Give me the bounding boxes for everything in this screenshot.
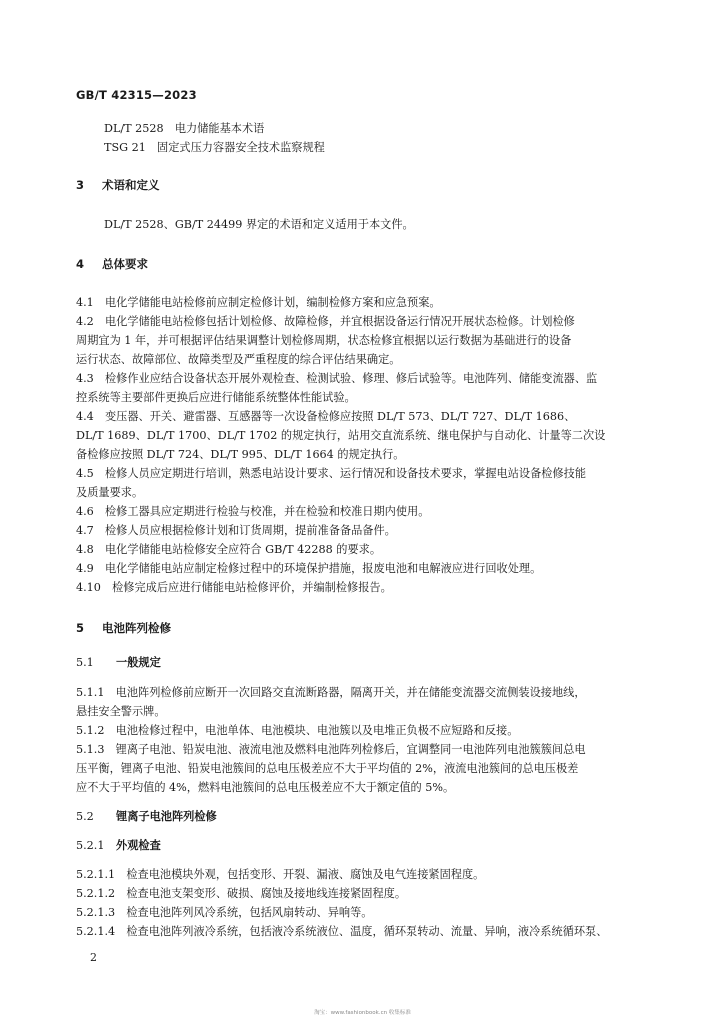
text-line: 5.2.1.4 检查电池阵列液冷系统，包括液冷系统液位、温度，循环泵转动、流量、异响，液冷系统循环泵、 xyxy=(76,925,608,938)
ref-item: DL/T 2528 电力储能基本术语 xyxy=(104,122,265,135)
text-line: 4.6 检修工器具应定期进行检验与校准，并在检验和校准日期内使用。 xyxy=(76,505,430,518)
ref-item: TSG 21 固定式压力容器安全技术监察规程 xyxy=(104,141,325,154)
document-header: GB/T 42315—2023 xyxy=(76,88,197,102)
subsection-number: 5.2 xyxy=(76,810,94,823)
text-line: 4.9 电化学储能电站应制定检修过程中的环境保护措施，报废电池和电解液应进行回收处理。 xyxy=(76,562,542,575)
text-line: 5.2.1.1 检查电池模块外观，包括变形、开裂、漏液、腐蚀及电气连接紧固程度。 xyxy=(76,868,485,881)
text-line: 4.10 检修完成后应进行储能电站检修评价，并编制检修报告。 xyxy=(76,581,392,594)
text-line: 控系统等主要部件更换后应进行储能系统整体性能试验。 xyxy=(76,391,356,404)
text-line: 4.7 检修人员应根据检修计划和订货周期，提前准备备品备件。 xyxy=(76,524,396,537)
text-line: 4.5 检修人员应定期进行培训，熟悉电站设计要求、运行情况和设备技术要求，掌握电站设备检修技能 xyxy=(76,467,587,480)
subsection-title: 锂离子电池阵列检修 xyxy=(116,810,217,823)
footer-watermark: 淘宝：www.fashionbook.cn 收集标准 xyxy=(314,1010,411,1016)
page-number: 2 xyxy=(90,951,97,964)
section-heading xyxy=(76,178,160,192)
subsection-number: 5.2.1 xyxy=(76,839,105,852)
text-line: 及质量要求。 xyxy=(76,486,144,499)
text-line: 运行状态、故障部位、故障类型及严重程度的综合评估结果确定。 xyxy=(76,353,401,366)
text-line: 4.3 检修作业应结合设备状态开展外观检查、检测试验、修理、修后试验等。电池阵列、储能变流器、监 xyxy=(76,372,598,385)
text-line: 悬挂安全警示牌。 xyxy=(76,705,166,718)
text-line: 应不大于平均值的 4%，燃料电池簇间的总电压极差应不大于额定值的 5%。 xyxy=(76,781,455,794)
subsection-heading xyxy=(76,810,217,824)
section-number: 5 xyxy=(76,621,85,635)
section-number: 4 xyxy=(76,257,85,271)
section-title: 术语和定义 xyxy=(102,178,160,192)
text-line: DL/T 1689、DL/T 1700、DL/T 1702 的规定执行，站用交直流系统、继电保护与自动化、计量等二次设 xyxy=(76,429,606,442)
subsection-title: 外观检查 xyxy=(116,839,161,852)
text-line: 周期宜为 1 年，并可根据评估结果调整计划检修周期，状态检修宜根据以运行数据为基础进行的设备 xyxy=(76,334,572,347)
section-heading xyxy=(76,257,148,271)
text-line: 4.8 电化学储能电站检修安全应符合 GB/T 42288 的要求。 xyxy=(76,543,382,556)
text-line: 4.2 电化学储能电站检修包括计划检修、故障检修，并宜根据设备运行情况开展状态检修。计划检修 xyxy=(76,315,575,328)
text-line: 4.4 变压器、开关、避雷器、互感器等一次设备检修应按照 DL/T 573、DL/T 727、DL/T 1686、 xyxy=(76,410,576,423)
subsection-heading xyxy=(76,656,161,670)
paragraph: DL/T 2528、GB/T 24499 界定的术语和定义适用于本文件。 xyxy=(104,218,414,231)
section-number: 3 xyxy=(76,178,85,192)
section-title: 电池阵列检修 xyxy=(102,621,171,635)
text-line: 5.1.3 锂离子电池、铅炭电池、液流电池及燃料电池阵列检修后，宜调整同一电池阵列电池簇簇间总电 xyxy=(76,743,586,756)
text-line: 5.1.1 电池阵列检修前应断开一次回路交直流断路器，隔离开关，并在储能变流器交流侧装设接地线， xyxy=(76,686,586,699)
subsection-title: 一般规定 xyxy=(116,656,161,669)
text-line: 4.1 电化学储能电站检修前应制定检修计划，编制检修方案和应急预案。 xyxy=(76,296,441,309)
text-line: 压平衡，锂离子电池、铅炭电池簇间的总电压极差应不大于平均值的 2%，液流电池簇间的总电压极差 xyxy=(76,762,579,775)
text-line: 备检修应按照 DL/T 724、DL/T 995、DL/T 1664 的规定执行。 xyxy=(76,448,405,461)
subsection-number: 5.1 xyxy=(76,656,94,669)
text-line: 5.1.2 电池检修过程中，电池单体、电池模块、电池簇以及电堆正负极不应短路和反接。 xyxy=(76,724,519,737)
section-heading xyxy=(76,621,171,635)
section-title: 总体要求 xyxy=(102,257,148,271)
text-line: 5.2.1.2 检查电池支架变形、破损、腐蚀及接地线连接紧固程度。 xyxy=(76,887,407,900)
text-line: 5.2.1.3 检查电池阵列风冷系统，包括风扇转动、异响等。 xyxy=(76,906,373,919)
subsection-heading xyxy=(76,839,161,853)
